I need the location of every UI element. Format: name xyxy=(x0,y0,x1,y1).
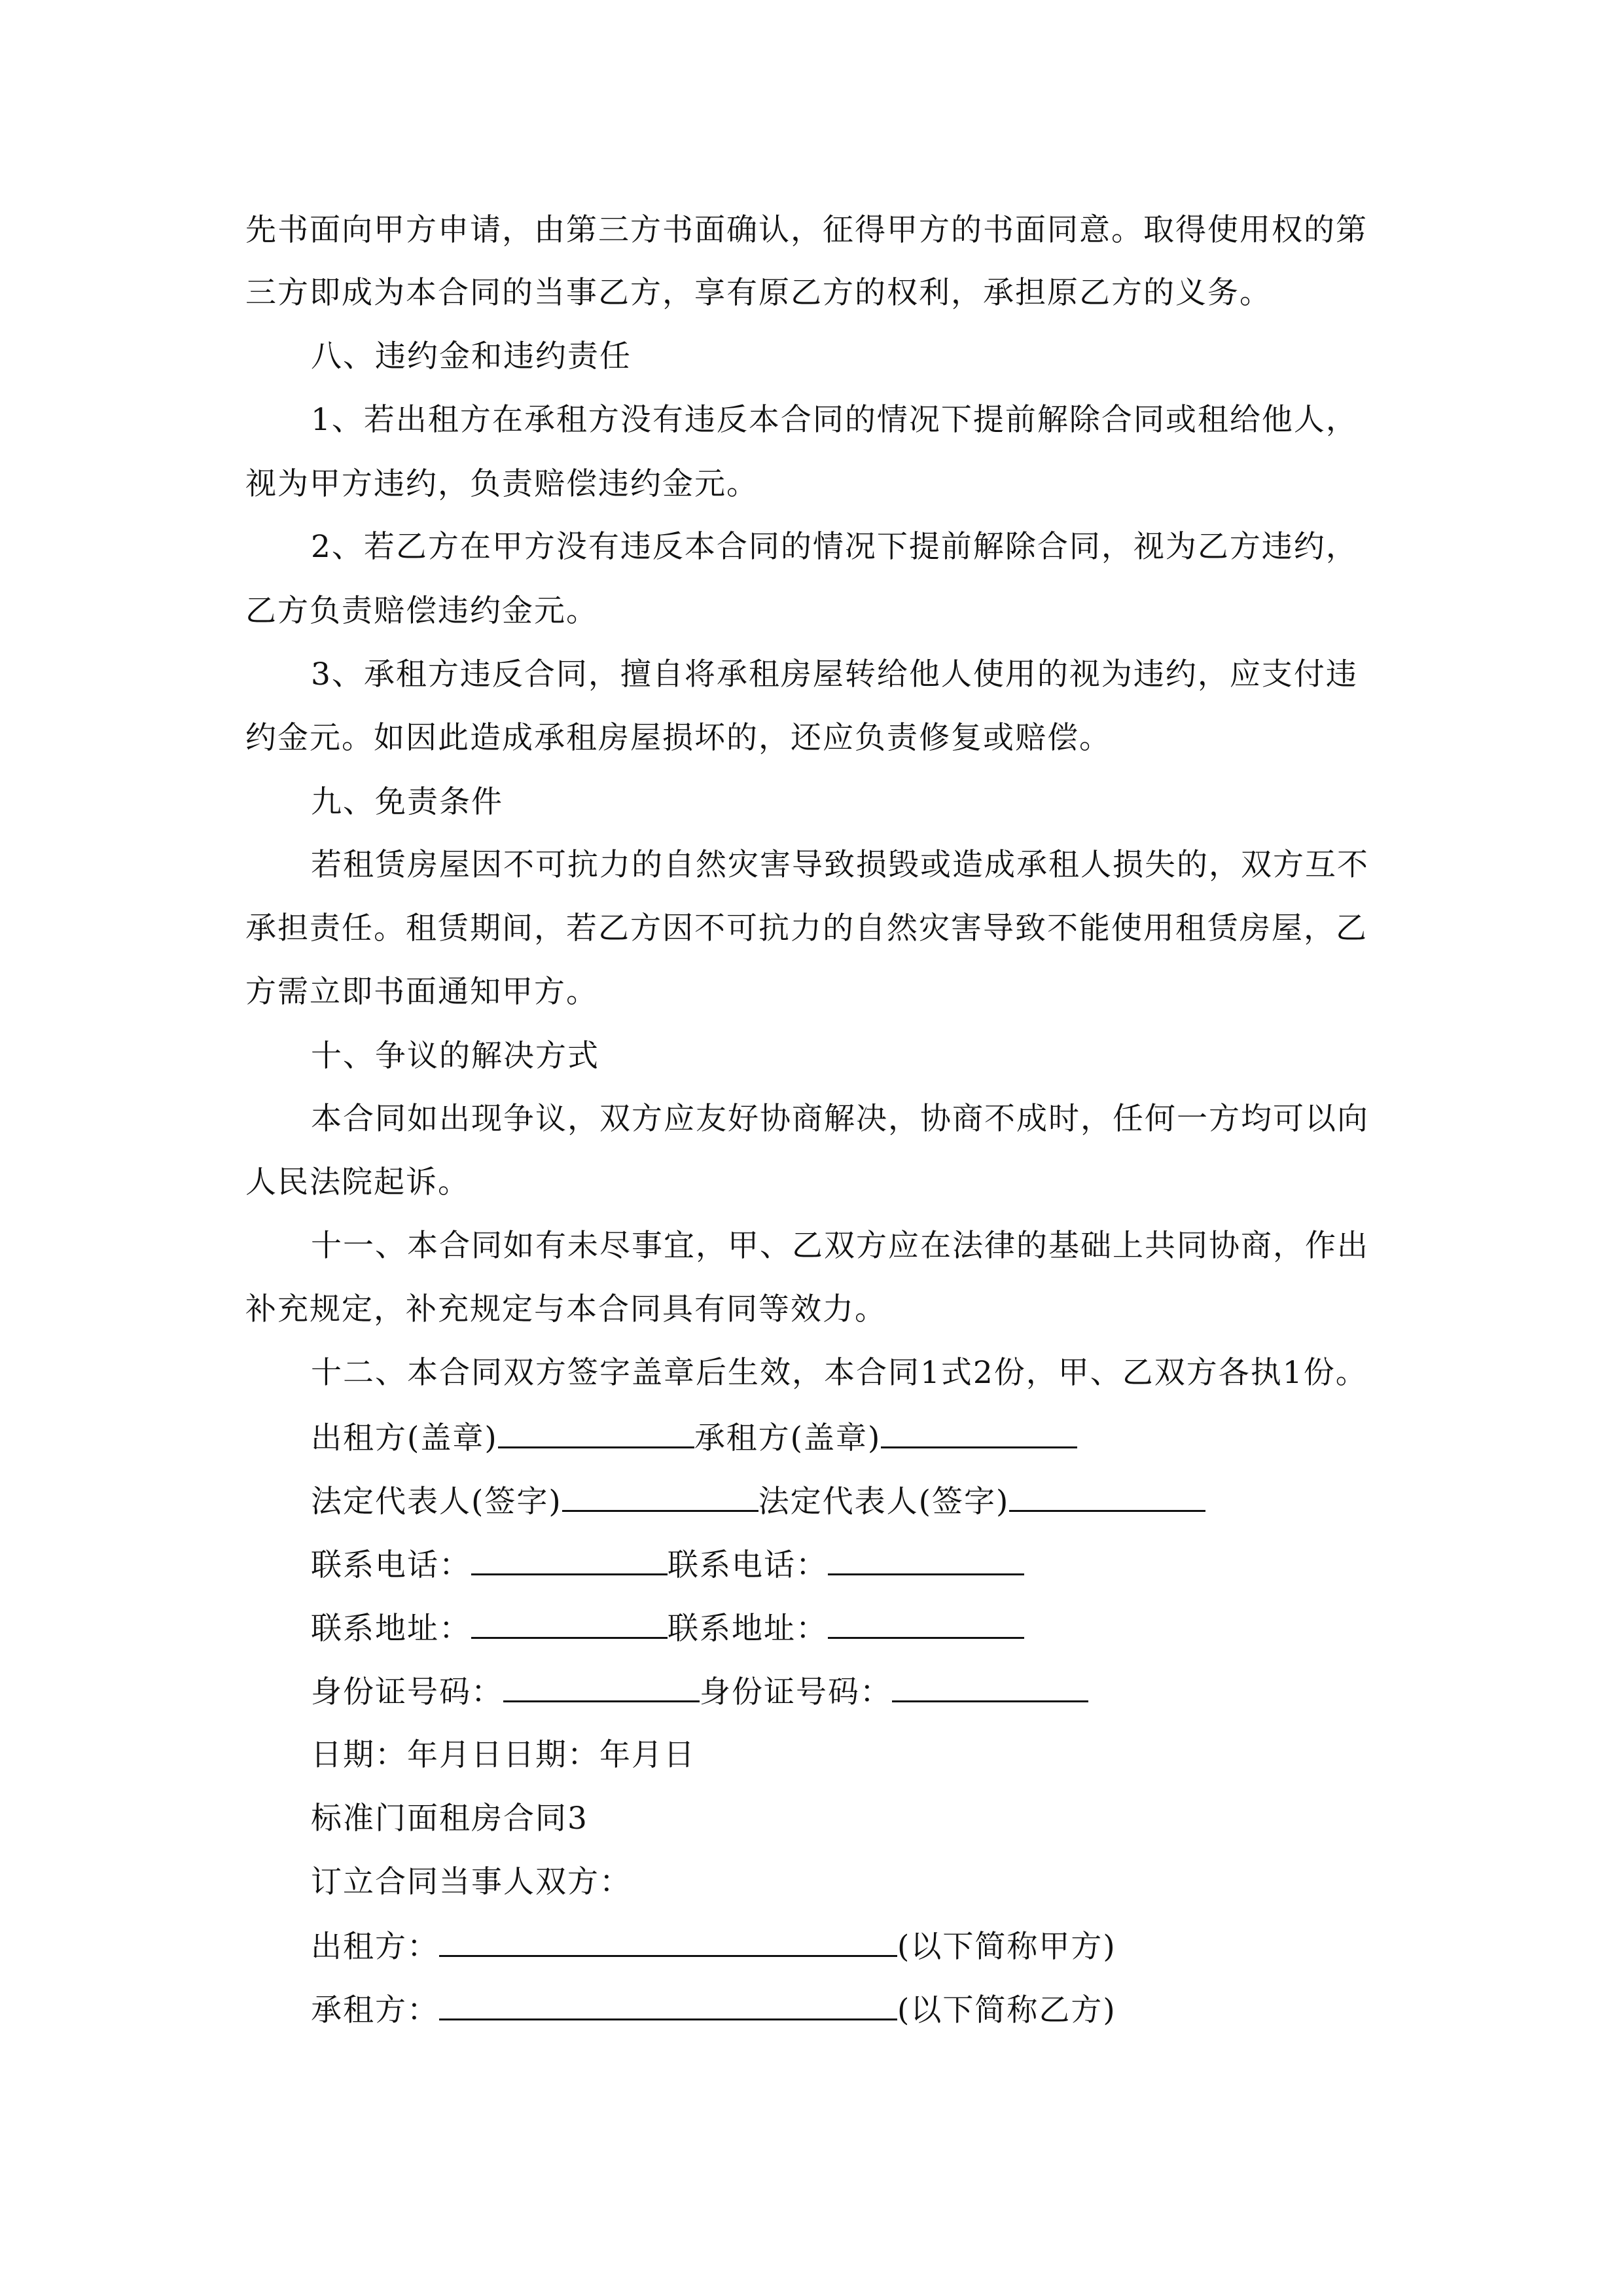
signature-row-representative xyxy=(311,1481,1205,1522)
lessee-seal-blank[interactable] xyxy=(881,1418,1077,1448)
lessee-suffix: (以下简称乙方) xyxy=(897,1992,1116,2028)
lessee-name-blank[interactable] xyxy=(439,1990,897,2020)
signature-row-id xyxy=(311,1672,1088,1712)
clause-1-line: 1、若出租方在承租方没有违反本合同的情况下提前解除合同或租给他人， xyxy=(311,402,1358,438)
lessor-name-blank[interactable] xyxy=(439,1926,897,1957)
clause-11-line: 十一、本合同如有未尽事宜，甲、乙双方应在法律的基础上共同协商，作出 xyxy=(311,1228,1369,1264)
lessee-phone-blank[interactable] xyxy=(828,1545,1024,1575)
lessor-address-label: 联系地址： xyxy=(311,1611,471,1647)
lessee-rep-blank[interactable] xyxy=(1009,1481,1205,1512)
lessor-id-blank[interactable] xyxy=(503,1672,700,1702)
clause-2-line: 乙方负责赔偿违约金元。 xyxy=(245,593,598,629)
lessor-id-label: 身份证号码： xyxy=(311,1674,503,1710)
lessor-rep-label: 法定代表人(签字) xyxy=(311,1484,562,1520)
signature-row-seal xyxy=(311,1418,1077,1458)
signature-row-address xyxy=(311,1608,1024,1649)
lessor-seal-label: 出租方(盖章) xyxy=(311,1420,498,1456)
clause-3-line: 3、承租方违反合同，擅自将承租房屋转给他人使用的视为违约，应支付违 xyxy=(311,656,1358,692)
lessee-label: 承租方： xyxy=(311,1992,439,2028)
clause-1-line: 视为甲方违约，负责赔偿违约金元。 xyxy=(245,466,758,502)
parties-intro: 订立合同当事人双方： xyxy=(311,1864,632,1900)
paragraph-line: 承担责任。租赁期间，若乙方因不可抗力的自然灾害导致不能使用租赁房屋，乙 xyxy=(245,910,1368,946)
contract-title-3: 标准门面租房合同3 xyxy=(311,1801,588,1837)
paragraph-line: 若租赁房屋因不可抗力的自然灾害导致损毁或造成承租人损失的，双方互不 xyxy=(311,847,1369,883)
paragraph-line: 本合同如出现争议，双方应友好协商解决，协商不成时，任何一方均可以向 xyxy=(311,1101,1369,1137)
lessee-seal-label: 承租方(盖章) xyxy=(694,1420,882,1456)
paragraph-line: 先书面向甲方申请，由第三方书面确认，征得甲方的书面同意。取得使用权的第 xyxy=(245,212,1368,248)
section-heading-10: 十、争议的解决方式 xyxy=(311,1038,599,1074)
lessor-rep-blank[interactable] xyxy=(562,1481,758,1512)
lessee-row xyxy=(311,1990,1116,2030)
lessee-phone-label: 联系电话： xyxy=(668,1547,828,1583)
lessee-id-label: 身份证号码： xyxy=(700,1674,892,1710)
paragraph-line: 人民法院起诉。 xyxy=(245,1164,470,1200)
lessor-phone-blank[interactable] xyxy=(471,1545,668,1575)
lessor-phone-label: 联系电话： xyxy=(311,1547,471,1583)
clause-3-line: 约金元。如因此造成承租房屋损坏的，还应负责修复或赔偿。 xyxy=(245,720,1111,756)
lessor-row xyxy=(311,1926,1116,1967)
lessee-rep-label: 法定代表人(签字) xyxy=(758,1484,1010,1520)
clause-12: 十二、本合同双方签字盖章后生效，本合同1式2份，甲、乙双方各执1份。 xyxy=(311,1355,1368,1391)
lessor-suffix: (以下简称甲方) xyxy=(897,1929,1116,1965)
paragraph-line: 方需立即书面通知甲方。 xyxy=(245,974,598,1010)
clause-2-line: 2、若乙方在甲方没有违反本合同的情况下提前解除合同，视为乙方违约， xyxy=(311,529,1358,565)
section-heading-8: 八、违约金和违约责任 xyxy=(311,338,632,374)
lessee-id-blank[interactable] xyxy=(892,1672,1088,1702)
lessor-label: 出租方： xyxy=(311,1929,439,1965)
signature-row-phone xyxy=(311,1545,1024,1585)
lessor-seal-blank[interactable] xyxy=(498,1418,694,1448)
lessee-address-blank[interactable] xyxy=(828,1608,1024,1639)
clause-11-line: 补充规定，补充规定与本合同具有同等效力。 xyxy=(245,1291,887,1327)
signature-row-date: 日期：年月日日期：年月日 xyxy=(311,1737,696,1773)
paragraph-line: 三方即成为本合同的当事乙方，享有原乙方的权利，承担原乙方的义务。 xyxy=(245,275,1272,311)
lessor-address-blank[interactable] xyxy=(471,1608,668,1639)
section-heading-9: 九、免责条件 xyxy=(311,784,503,820)
lessee-address-label: 联系地址： xyxy=(668,1611,828,1647)
